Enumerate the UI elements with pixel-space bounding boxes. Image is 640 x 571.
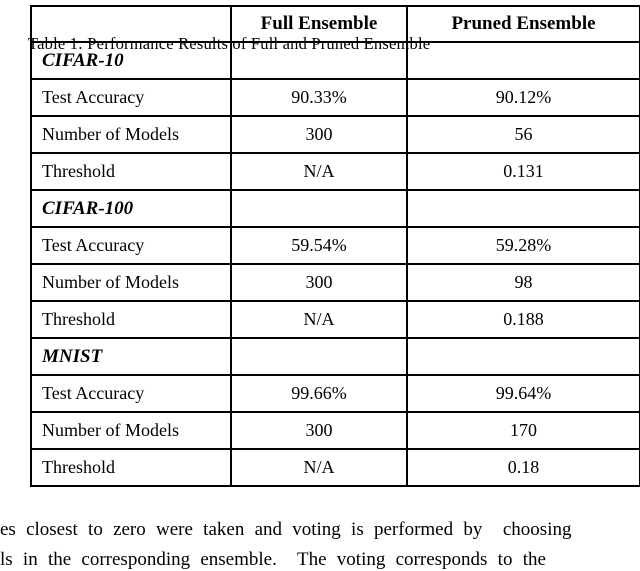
full-ensemble-cell: N/A bbox=[231, 301, 407, 338]
row-label-cell: MNIST bbox=[31, 338, 231, 375]
header-cell-full-ensemble: Full Ensemble bbox=[231, 6, 407, 42]
row-label-cell: CIFAR-10 bbox=[31, 42, 231, 79]
row-label-cell: Threshold bbox=[31, 449, 231, 486]
data-row bbox=[31, 375, 640, 412]
data-row bbox=[31, 264, 640, 301]
pruned-ensemble-cell: 56 bbox=[407, 116, 640, 153]
data-row bbox=[31, 227, 640, 264]
pruned-ensemble-cell: 98 bbox=[407, 264, 640, 301]
full-ensemble-cell bbox=[231, 338, 407, 375]
data-row bbox=[31, 412, 640, 449]
data-row bbox=[31, 301, 640, 338]
pruned-ensemble-cell bbox=[407, 338, 640, 375]
results-table bbox=[30, 5, 640, 487]
header-cell-pruned-ensemble: Pruned Ensemble bbox=[407, 6, 640, 42]
row-label-cell: Number of Models bbox=[31, 412, 231, 449]
pruned-ensemble-cell: 0.18 bbox=[407, 449, 640, 486]
section-row bbox=[31, 190, 640, 227]
full-ensemble-cell: N/A bbox=[231, 153, 407, 190]
data-row bbox=[31, 153, 640, 190]
pruned-ensemble-cell: 99.64% bbox=[407, 375, 640, 412]
row-label-cell: Threshold bbox=[31, 153, 231, 190]
full-ensemble-cell: 99.66% bbox=[231, 375, 407, 412]
full-ensemble-cell: 300 bbox=[231, 116, 407, 153]
full-ensemble-cell: 300 bbox=[231, 412, 407, 449]
row-label-cell: CIFAR-100 bbox=[31, 190, 231, 227]
data-row bbox=[31, 79, 640, 116]
data-row bbox=[31, 449, 640, 486]
pruned-ensemble-cell bbox=[407, 42, 640, 79]
pruned-ensemble-cell: 0.188 bbox=[407, 301, 640, 338]
table-caption: Table 1: Performance Results of Full and Pruned Ensemble bbox=[28, 34, 431, 53]
full-ensemble-cell: N/A bbox=[231, 449, 407, 486]
full-ensemble-cell: 300 bbox=[231, 264, 407, 301]
row-label-cell: Number of Models bbox=[31, 116, 231, 153]
pruned-ensemble-cell: 170 bbox=[407, 412, 640, 449]
pruned-ensemble-cell: 0.131 bbox=[407, 153, 640, 190]
row-label-cell: Number of Models bbox=[31, 264, 231, 301]
full-ensemble-cell: 90.33% bbox=[231, 79, 407, 116]
row-label-cell: Test Accuracy bbox=[31, 79, 231, 116]
full-ensemble-cell: 59.54% bbox=[231, 227, 407, 264]
pruned-ensemble-cell: 90.12% bbox=[407, 79, 640, 116]
pruned-ensemble-cell bbox=[407, 190, 640, 227]
pruned-ensemble-cell: 59.28% bbox=[407, 227, 640, 264]
body-text-line-1: es closest to zero were taken and voting is performed by choosing bbox=[0, 519, 572, 540]
row-label-cell: Threshold bbox=[31, 301, 231, 338]
row-label-cell: Test Accuracy bbox=[31, 227, 231, 264]
section-row bbox=[31, 338, 640, 375]
body-text-line-2: ls in the corresponding ensemble. The voting corresponds to the bbox=[0, 549, 546, 570]
full-ensemble-cell bbox=[231, 190, 407, 227]
row-label-cell: Test Accuracy bbox=[31, 375, 231, 412]
data-row bbox=[31, 116, 640, 153]
